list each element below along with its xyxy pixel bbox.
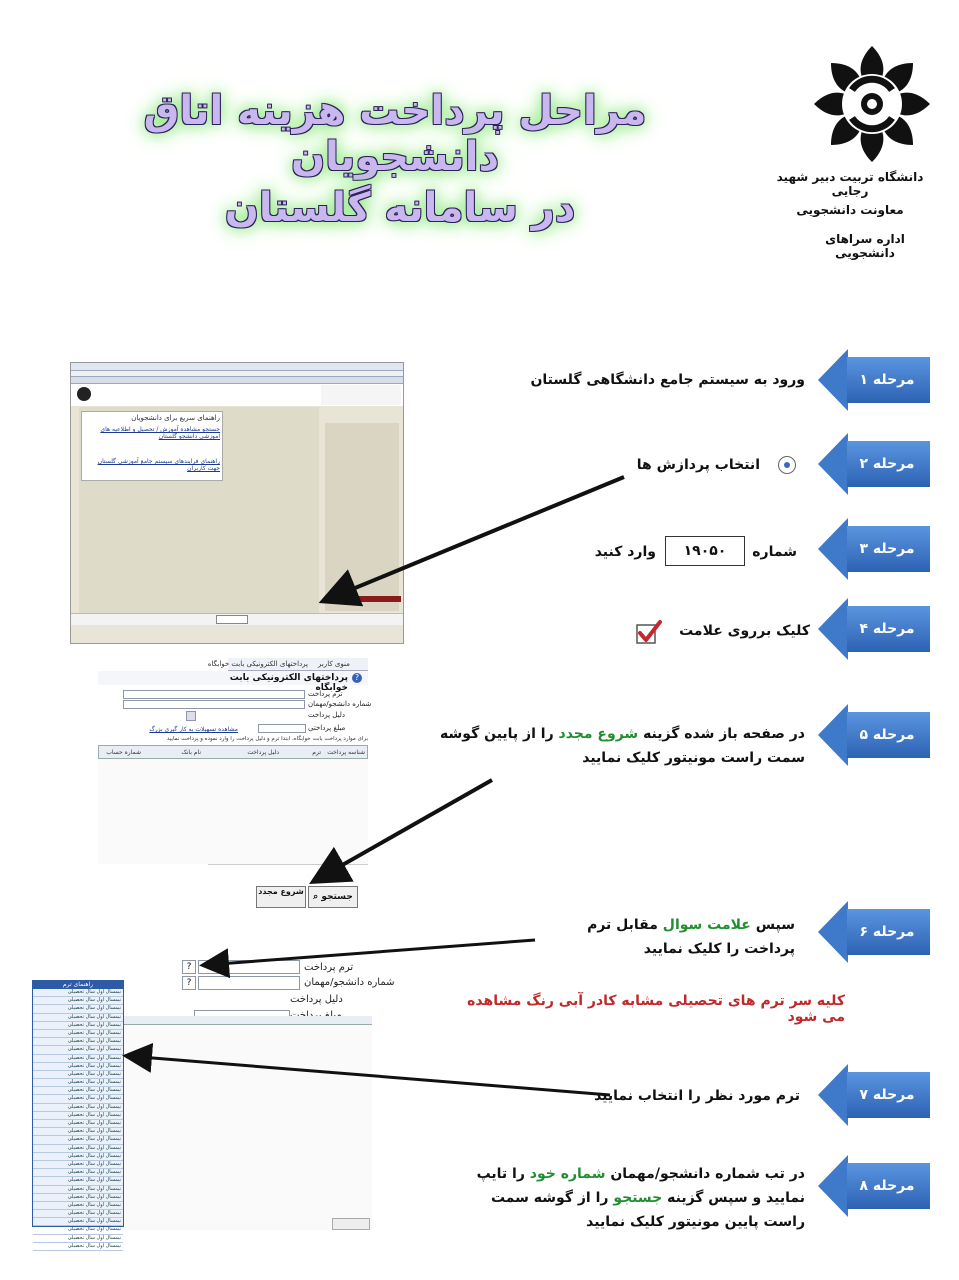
step-3-text-after: وارد کنید bbox=[594, 544, 656, 560]
s3-student-question-button[interactable]: ? bbox=[182, 976, 196, 990]
step-3-text-before: شماره bbox=[752, 544, 797, 560]
term-list-row[interactable]: نیمسال اول سال تحصیلی bbox=[33, 1022, 123, 1030]
term-list-row[interactable]: نیمسال اول سال تحصیلی bbox=[33, 1104, 123, 1112]
term-list-row[interactable]: نیمسال اول سال تحصیلی bbox=[33, 997, 123, 1005]
s3-label-student: شماره دانشجو/مهمان bbox=[304, 977, 395, 988]
department-name: معاونت دانشجویی bbox=[796, 203, 904, 217]
s3-label-reason: دلیل پرداخت bbox=[290, 994, 343, 1005]
arrow-step5 bbox=[316, 780, 492, 880]
step-2-label: مرحله ۲ bbox=[859, 456, 915, 472]
binoculars-icon: ⌕ bbox=[313, 892, 319, 902]
page-title-line1: مراحل پرداخت هزینه اتاق دانشجویان bbox=[143, 88, 647, 180]
step-2-text: انتخاب پردازش ها bbox=[636, 457, 760, 473]
step-8-label: مرحله ۸ bbox=[859, 1178, 915, 1194]
term-list-row[interactable]: نیمسال اول سال تحصیلی bbox=[33, 1226, 123, 1234]
restart-button[interactable]: شروع مجدد bbox=[256, 886, 306, 908]
highlight-own-number: شماره خود bbox=[529, 1166, 606, 1182]
arrow-step2 bbox=[326, 477, 624, 600]
step-4-text: کلیک برروی علامت bbox=[679, 623, 810, 639]
term-list-row[interactable]: نیمسال اول سال تحصیلی bbox=[33, 1186, 123, 1194]
term-list-row[interactable]: نیمسال اول سال تحصیلی bbox=[33, 1087, 123, 1095]
arrow-step6 bbox=[205, 940, 535, 965]
term-list-row[interactable]: نیمسال اول سال تحصیلی bbox=[33, 1095, 123, 1103]
page-title-line2: در سامانه گلستان bbox=[224, 185, 576, 231]
highlight-question: علامت سوال bbox=[662, 917, 751, 933]
step-5-text: در صفحه باز شده گزینه شروع مجدد را از پایین گوشه سمت راست مونیتور کلیک نمایید bbox=[440, 726, 805, 766]
step-8-text: در تب شماره دانشجو/مهمان شماره خود را تایپ نمایید و سپس گزینه جستجو را از گوشه سمت راست پایین مونیتور کلیک نمایید bbox=[476, 1166, 805, 1230]
facilities-link[interactable]: مشاهده تسهیلات به کار گیری بزرگ bbox=[149, 726, 238, 733]
code-value: ۱۹۰۵۰ bbox=[683, 543, 727, 559]
col-bank: نام بانک bbox=[181, 749, 201, 756]
col-account: شماره حساب bbox=[106, 749, 141, 756]
step-5-label: مرحله ۵ bbox=[859, 727, 915, 743]
university-name: دانشگاه تربیت دبیر شهید رجایی bbox=[776, 170, 924, 198]
term-list-row[interactable]: نیمسال اول سال تحصیلی bbox=[33, 1169, 123, 1177]
s3-label-term: ترم پرداخت bbox=[304, 962, 354, 973]
highlight-search: جستجو bbox=[613, 1190, 663, 1206]
office-name: اداره سراهای دانشجویی bbox=[825, 232, 905, 260]
step-1-label: مرحله ۱ bbox=[859, 372, 915, 388]
term-list-row[interactable]: نیمسال اول سال تحصیلی bbox=[33, 1120, 123, 1128]
term-list-row[interactable]: نیمسال اول سال تحصیلی bbox=[33, 1177, 123, 1185]
dorm-payments-heading: پرداختهای الکترونیکی بابت خوابگاه bbox=[229, 673, 348, 693]
term-list-row[interactable]: نیمسال اول سال تحصیلی bbox=[33, 1112, 123, 1120]
term-list-row[interactable]: نیمسال اول سال تحصیلی bbox=[33, 1038, 123, 1046]
note-text: کلیه سر ترم های تحصیلی مشابه کادر آبی رنگ مشاهده می شود bbox=[467, 993, 845, 1025]
field-label-amount: مبلغ پرداختی bbox=[308, 724, 346, 732]
payment-notice: برای موارد پرداخت بابت خوابگاه، ابتدا ترم و دلیل پرداخت را وارد نموده و پرداخت نمایید bbox=[166, 736, 368, 742]
term-list-row[interactable]: نیمسال اول سال تحصیلی bbox=[33, 1161, 123, 1169]
term-list-title: راهنمای ترم bbox=[33, 981, 123, 989]
step-3-label: مرحله ۳ bbox=[859, 541, 915, 557]
step-4-label: مرحله ۴ bbox=[859, 621, 915, 637]
term-list-row[interactable]: نیمسال اول سال تحصیلی bbox=[33, 1014, 123, 1022]
step-7-text: ترم مورد نظر را انتخاب نمایید bbox=[594, 1088, 800, 1104]
term-list-row[interactable]: نیمسال اول سال تحصیلی bbox=[33, 1046, 123, 1054]
col-reason: دلیل پرداخت bbox=[247, 749, 279, 756]
col-term: ترم bbox=[312, 749, 321, 756]
term-list-row[interactable]: نیمسال اول سال تحصیلی bbox=[33, 1136, 123, 1144]
quick-menu-link-2[interactable]: راهنمای فرایندهای سیستم جامع آموزشی گلستان جهت کاربران bbox=[97, 458, 220, 472]
term-list-row[interactable]: نیمسال اول سال تحصیلی bbox=[33, 1194, 123, 1202]
tab-dorm-payments[interactable]: پرداختهای الکترونیکی بابت خوابگاه bbox=[207, 660, 308, 668]
step-6-text: سپس علامت سوال مقابل ترم پرداخت را کلیک نمایید bbox=[587, 917, 795, 957]
term-list-row[interactable]: نیمسال اول سال تحصیلی bbox=[33, 1079, 123, 1087]
highlight-restart: شروع مجدد bbox=[558, 726, 639, 742]
term-list-row[interactable]: نیمسال اول سال تحصیلی bbox=[33, 1063, 123, 1071]
term-list-row[interactable]: نیمسال اول سال تحصیلی bbox=[33, 1235, 123, 1243]
search-button[interactable]: ⌕ جستجو bbox=[308, 886, 358, 908]
term-list-row[interactable]: نیمسال اول سال تحصیلی bbox=[33, 1202, 123, 1210]
quick-menu-link-1[interactable]: جستجو مشاهده آموزش / تحصیل و اطلاعیه های آموزشی دانشجو گلستان bbox=[100, 426, 220, 440]
term-list-row[interactable]: نیمسال اول سال تحصیلی bbox=[33, 1153, 123, 1161]
quick-menu-title: راهنمای سریع برای دانشجویان bbox=[131, 414, 220, 422]
col-payment-id: شناسه پرداخت bbox=[327, 749, 365, 756]
arrow-step7 bbox=[128, 1056, 610, 1095]
term-list-row[interactable]: نیمسال اول سال تحصیلی bbox=[33, 1005, 123, 1013]
s3-term-question-button[interactable]: ? bbox=[182, 960, 196, 974]
term-list-row[interactable]: نیمسال اول سال تحصیلی bbox=[33, 1128, 123, 1136]
term-list-row[interactable]: نیمسال اول سال تحصیلی bbox=[33, 1210, 123, 1218]
term-list-row[interactable]: نیمسال اول سال تحصیلی bbox=[33, 1071, 123, 1079]
field-label-student: شماره دانشجو/مهمان bbox=[308, 700, 372, 708]
step-6-label: مرحله ۶ bbox=[859, 924, 915, 940]
field-label-term: ترم پرداخت bbox=[308, 690, 343, 698]
term-list-row[interactable]: نیمسال اول سال تحصیلی bbox=[33, 1030, 123, 1038]
term-list-row[interactable]: نیمسال اول سال تحصیلی bbox=[33, 1218, 123, 1226]
help-icon: ? bbox=[352, 673, 362, 683]
tab-user-menu[interactable]: منوی کاربر bbox=[318, 660, 350, 668]
term-list-row[interactable]: نیمسال اول سال تحصیلی bbox=[33, 989, 123, 997]
term-list-row[interactable]: نیمسال اول سال تحصیلی bbox=[33, 1055, 123, 1063]
field-label-reason: دلیل پرداخت bbox=[308, 711, 345, 719]
step-7-label: مرحله ۷ bbox=[859, 1087, 915, 1103]
term-list-row[interactable]: نیمسال اول سال تحصیلی bbox=[33, 1145, 123, 1153]
step-1-text: ورود به سیستم جامع دانشگاهی گلستان bbox=[530, 372, 805, 388]
term-list-row[interactable]: نیمسال اول سال تحصیلی bbox=[33, 1243, 123, 1251]
